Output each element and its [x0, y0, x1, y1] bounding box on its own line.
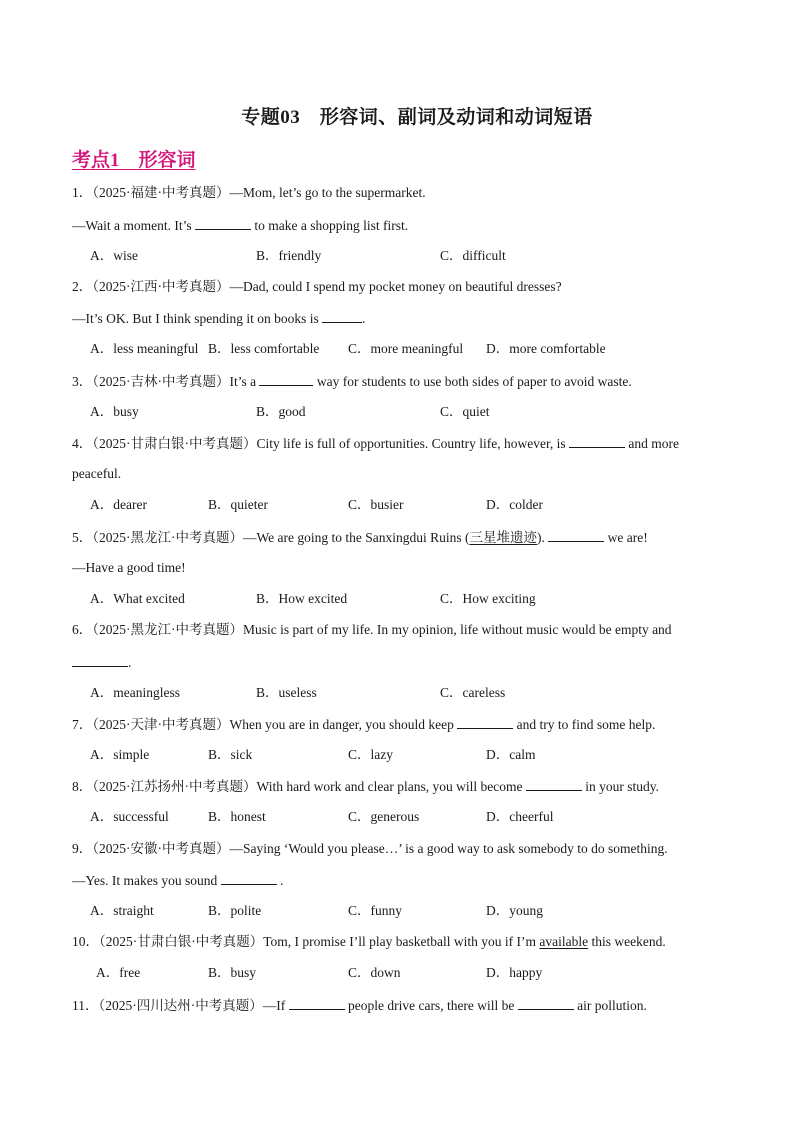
page-title: 专题03 形容词、副词及动词和动词短语 — [241, 107, 593, 128]
option-d: D．cheerful — [486, 809, 554, 824]
option-c: C．quiet — [440, 404, 490, 419]
option-d: D．happy — [486, 965, 543, 980]
answer-blank — [221, 871, 277, 885]
option-d: D．colder — [486, 497, 543, 512]
question-3-stem: 3．（2025·吉林·中考真题）It’s a way for students to use both sides of paper to avoid waste. — [72, 374, 632, 389]
question-10-stem: 10．（2025·甘肃白银·中考真题）Tom, I promise I’ll play basketball with you if I’m available this weekend. — [72, 934, 666, 949]
question-8-stem: 8．（2025·江苏扬州·中考真题）With hard work and clear plans, you will become in your study. — [72, 779, 659, 794]
answer-blank — [72, 653, 128, 667]
answer-blank — [518, 996, 574, 1010]
option-c: C．difficult — [440, 248, 506, 263]
option-c: C．more meaningful — [348, 341, 464, 356]
answer-blank — [569, 434, 625, 448]
option-a: A．busy — [90, 404, 139, 419]
question-2-reply: —It’s OK. But I think spending it on books is . — [72, 311, 366, 326]
option-b: B．honest — [208, 809, 266, 824]
option-d: D．calm — [486, 747, 536, 762]
question-4-stem: 4．（2025·甘肃白银·中考真题）City life is full of opportunities. Country life, however, is and more — [72, 436, 680, 451]
underlined-term: available — [539, 934, 589, 949]
answer-blank — [195, 216, 251, 230]
option-b: B．friendly — [256, 248, 322, 263]
question-6-stem: 6．（2025·黑龙江·中考真题）Music is part of my life. In my opinion, life without music would be empty and — [72, 622, 672, 637]
answer-blank — [259, 372, 313, 386]
option-c: C．generous — [348, 809, 420, 824]
answer-blank — [322, 309, 362, 323]
option-a: A．dearer — [90, 497, 147, 512]
question-6-continuation: . — [72, 653, 131, 672]
option-b: B．quieter — [208, 497, 268, 512]
question-5-reply: —Have a good time! — [72, 560, 186, 575]
option-c: C．careless — [440, 685, 506, 700]
option-b: B．less comfortable — [208, 341, 320, 356]
option-c: C．busier — [348, 497, 404, 512]
option-b: B．useless — [256, 685, 317, 700]
option-c: C．down — [348, 965, 401, 980]
option-a: A．less meaningful — [90, 341, 199, 356]
option-c: C．How exciting — [440, 591, 536, 606]
question-1-stem: 1．（2025·福建·中考真题）—Mom, let’s go to the supermarket. — [72, 185, 426, 200]
answer-blank — [457, 715, 513, 729]
option-b: B．polite — [208, 903, 262, 918]
option-c: C．funny — [348, 903, 402, 918]
option-b: B．busy — [208, 965, 257, 980]
option-d: D．young — [486, 903, 543, 918]
question-5-stem: 5．（2025·黑龙江·中考真题）—We are going to the Sanxingdui Ruins (三星堆遗迹). we are! — [72, 530, 648, 545]
option-d: D．more comfortable — [486, 341, 606, 356]
option-b: B．good — [256, 404, 306, 419]
question-9-stem: 9．（2025·安徽·中考真题）—Saying ‘Would you please…’ is a good way to ask somebody to do something. — [72, 841, 668, 856]
question-2-stem: 2．（2025·江西·中考真题）—Dad, could I spend my pocket money on beautiful dresses? — [72, 279, 562, 294]
option-a: A．What excited — [90, 591, 185, 606]
underlined-term: 三星堆遗迹 — [469, 530, 537, 545]
answer-blank — [289, 996, 345, 1010]
question-4-continuation: peaceful. — [72, 466, 122, 481]
option-c: C．lazy — [348, 747, 393, 762]
option-a: A．simple — [90, 747, 150, 762]
answer-blank — [526, 777, 582, 791]
section-heading: 考点1 形容词 — [72, 150, 196, 171]
option-b: B．How excited — [256, 591, 348, 606]
option-b: B．sick — [208, 747, 253, 762]
question-7-stem: 7．（2025·天津·中考真题）When you are in danger, you should keep and try to find some help. — [72, 717, 656, 732]
question-1-reply: —Wait a moment. It’s to make a shopping list first. — [72, 218, 409, 233]
option-a: A．successful — [90, 809, 169, 824]
answer-blank — [548, 528, 604, 542]
option-a: A．meaningless — [90, 685, 180, 700]
question-11-stem: 11．（2025·四川达州·中考真题）—If people drive cars, there will be air pollution. — [72, 998, 647, 1013]
option-a: A．straight — [90, 903, 154, 918]
option-a: A．free — [96, 965, 141, 980]
option-a: A．wise — [90, 248, 138, 263]
question-9-reply: —Yes. It makes you sound . — [72, 873, 284, 888]
